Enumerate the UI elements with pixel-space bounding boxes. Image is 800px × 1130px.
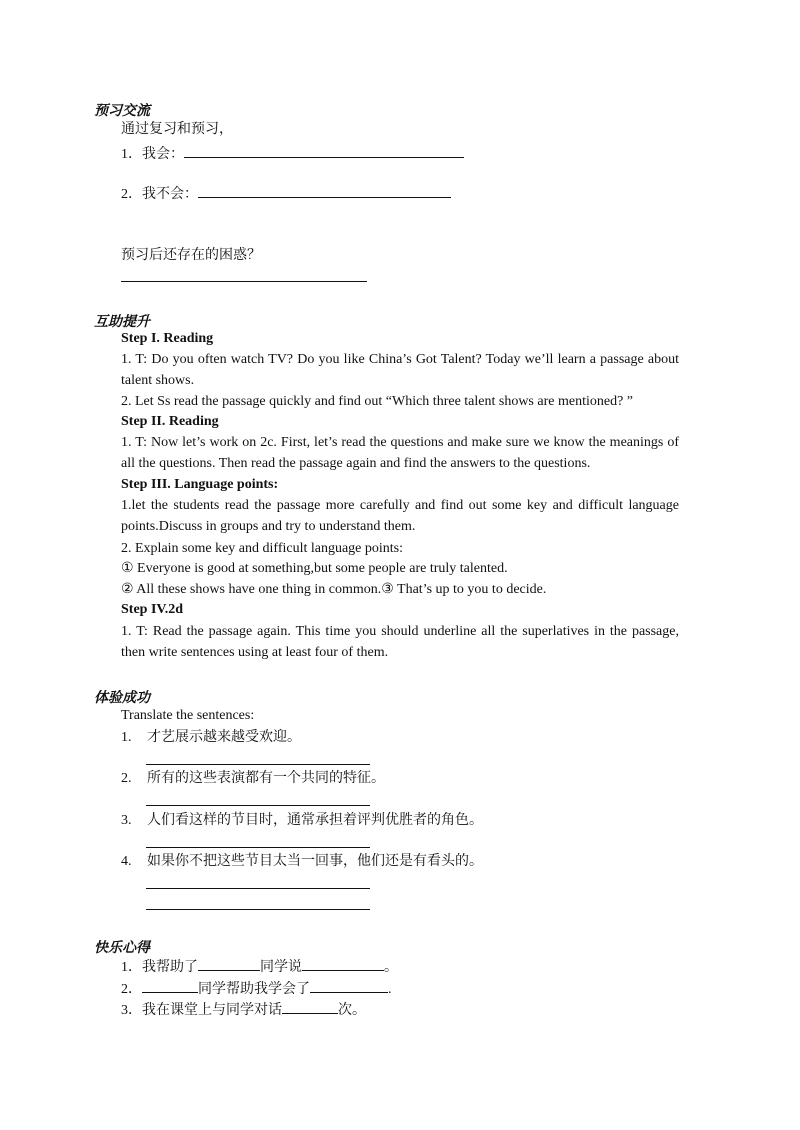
experience-instruction: Translate the sentences: (121, 708, 255, 723)
step-1-paragraph-1: 1. T: Do you often watch TV? Do you like China’s Got Talent? Today we’ll learn a passage about talent shows. (121, 352, 679, 388)
answer-line[interactable] (146, 764, 370, 765)
reflection-text: 3．我在课堂上与同学对话 (121, 1003, 282, 1018)
step-2-title: Step II. Reading (121, 414, 219, 429)
answer-blank[interactable] (142, 978, 198, 993)
reflection-text: 同学帮助我学会了 (198, 982, 310, 997)
reflection-text: 1．我帮助了 (121, 960, 198, 975)
step-3-paragraph-3: ① Everyone is good at something,but some people are truly talented. (121, 561, 508, 576)
answer-line[interactable] (121, 281, 367, 282)
answer-blank[interactable] (198, 183, 451, 198)
answer-line[interactable] (146, 805, 370, 806)
preview-item-2-label: 2．我不会： (121, 187, 198, 202)
answer-blank[interactable] (198, 956, 260, 971)
step-2-paragraph-1: 1. T: Now let’s work on 2c. First, let’s read the questions and make sure we know the meanings of all the questions. Then read the passage again and find the answers to the questions. (121, 435, 679, 471)
item-text: 才艺展示越来越受欢迎。 (147, 730, 301, 745)
item-number: 3. (121, 813, 132, 828)
step-4-paragraph-1: 1. T: Read the passage again. This time you should underline all the superlatives in the passage, then write sentences using at least four of them. (121, 624, 679, 660)
step-3-paragraph-1: 1.let the students read the passage more carefully and find out some key and difficult language points.Discuss in groups and try to understand them. (121, 498, 679, 534)
item-text: 所有的这些表演都有一个共同的特征。 (147, 771, 385, 786)
step-1-paragraph-2: 2. Let Ss read the passage quickly and find out “Which three talent shows are mentioned? ” (121, 394, 633, 409)
answer-blank[interactable] (302, 956, 384, 971)
reflection-text: 2． (121, 982, 142, 997)
item-number: 1. (121, 730, 132, 745)
experience-heading: 体验成功 (94, 691, 150, 706)
reflection-text: 次。 (338, 1003, 366, 1018)
item-number: 2. (121, 771, 132, 786)
step-3-title: Step III. Language points: (121, 477, 279, 492)
item-text: 如果你不把这些节目太当一回事，他们还是有看头的。 (147, 854, 483, 869)
happy-heading: 快乐心得 (94, 941, 150, 956)
translate-item-4 (121, 852, 483, 872)
translate-item-2 (121, 769, 385, 789)
answer-blank[interactable] (282, 999, 338, 1014)
reflection-line-2 (121, 978, 392, 1000)
step-4-title: Step IV.2d (121, 602, 183, 617)
item-text: 人们看这样的节目时，通常承担着评判优胜者的角色。 (147, 813, 483, 828)
answer-line[interactable] (146, 847, 370, 848)
preview-item-1-label: 1．我会： (121, 147, 184, 162)
step-1-title: Step I. Reading (121, 331, 214, 346)
reflection-line-3 (121, 999, 366, 1021)
preview-intro: 通过复习和预习， (121, 122, 233, 137)
help-heading: 互助提升 (94, 315, 150, 330)
preview-heading: 预习交流 (94, 104, 150, 119)
reflection-line-1 (121, 956, 398, 978)
translate-item-3 (121, 811, 483, 831)
preview-item-2 (121, 183, 451, 205)
step-3-paragraph-4: ② All these shows have one thing in common.③ That’s up to you to decide. (121, 582, 547, 597)
translate-item-1 (121, 728, 301, 748)
answer-line[interactable] (146, 888, 370, 889)
item-number: 4. (121, 854, 132, 869)
step-3-paragraph-2: 2. Explain some key and difficult language points: (121, 541, 404, 556)
reflection-text: 同学说 (260, 960, 302, 975)
answer-line[interactable] (146, 909, 370, 910)
reflection-text: . (388, 982, 392, 997)
reflection-text: 。 (384, 960, 398, 975)
preview-item-1 (121, 143, 464, 165)
preview-question: 预习后还存在的困惑？ (121, 248, 261, 263)
answer-blank[interactable] (184, 143, 464, 158)
answer-blank[interactable] (310, 978, 388, 993)
